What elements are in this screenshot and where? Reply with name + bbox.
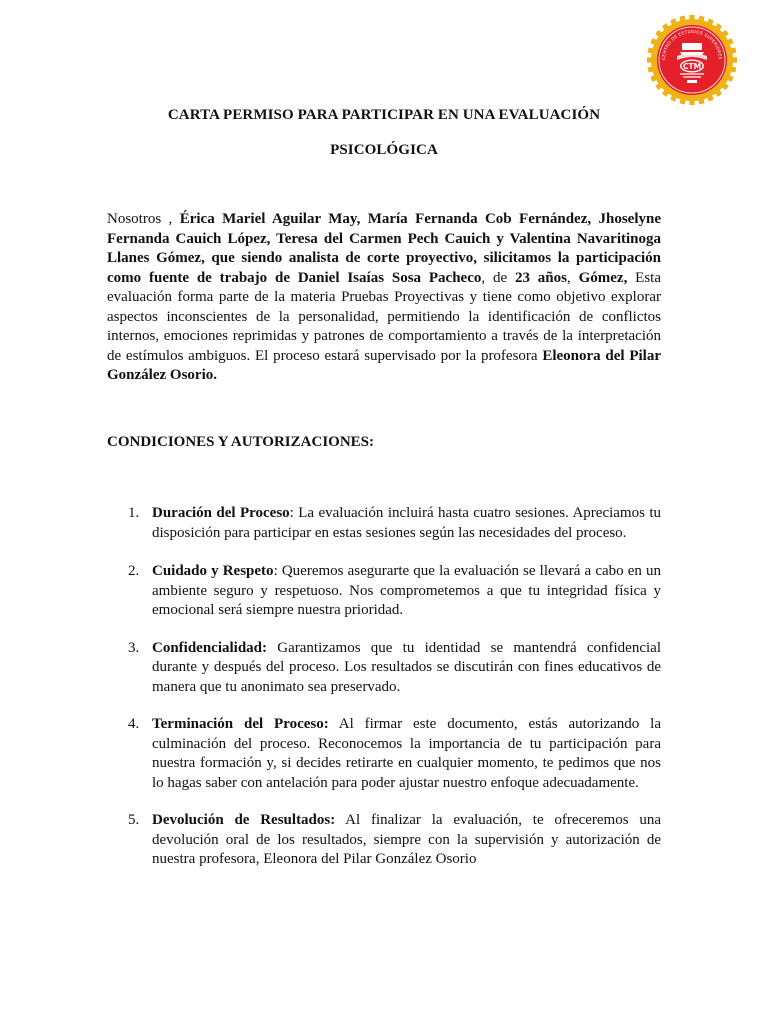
list-item-number: 1. [128,505,140,521]
list-item-number: 2. [128,563,140,579]
ctm-seal-logo-icon [647,14,737,106]
intro-surname: Gómez, [578,269,628,286]
list-item-term: Confidencialidad: [152,639,268,656]
section-heading: CONDICIONES Y AUTORIZACIONES: [107,434,374,450]
intro-text: , de [481,269,515,286]
list-item [128,715,661,793]
logo-abbreviation: CTM [682,62,702,71]
intro-paragraph [107,210,661,386]
intro-text: Nosotros , [107,211,180,227]
intro-participants: Érica Mariel Aguilar May, María Fernanda Cob Fernández, Jhoselyne Fernanda Cauich López, Teresa del Carmen Pech Cauich y Valentina Navaritinoga Llanes Gómez, que siendo analista de corte proyectivo, silicitamos la participación como fuente de trabajo de Daniel Isaías Sosa Pacheco [107,211,661,286]
list-item [128,639,661,698]
list-item-text: : La evaluación incluirá hasta cuatro sesiones. Apreciamos tu disposición para participar en estas sesiones según las necesidades del proceso. [152,505,661,541]
list-item-number: 4. [128,716,140,732]
list-item-term: Terminación del Proceso: [152,716,329,732]
list-item-term: Cuidado y Respeto [152,563,274,579]
list-item-term: Duración del Proceso [152,505,290,521]
list-item-text: Al finalizar la evaluación, te ofreceremos una devolución oral de los resultados, siempre con la supervisión y autorización de nuestra profesora, Eleonora del Pilar González Osorio [152,812,661,867]
intro-professor: Eleonora del Pilar González Osorio. [107,347,662,383]
intro-age: 23 años [514,269,567,286]
list-item-text: Al firmar este documento, estás autorizando la culminación del proceso. Reconocemos la importancia de tu participación para nuestra formación y, si decides retirarte en cualquier momento, te pedimos que nos lo hagas saber con antelación para poder ajustar nuestro enfoque adecuadamente. [152,716,661,791]
list-item-number: 3. [128,639,140,656]
list-item-text: : Queremos asegurarte que la evaluación se llevará a cabo en un ambiente seguro y respetuoso. Nos comprometemos a que tu integridad física y emocional será siempre nuestra prioridad. [152,563,661,618]
logo-ring-text: CENTRO DE ESTUDIOS SUPERIORES [660,28,724,61]
list-item [128,504,661,543]
list-item-text: Garantizamos que tu identidad se mantendrá confidencial durante y después del proceso. Los resultados se discutirán con fines educativos de manera que tu anonimato sea preservado. [152,639,661,695]
list-item [128,811,661,870]
list-item-term: Devolución de Resultados: [152,812,336,828]
conditions-list [128,504,661,870]
intro-text: Esta evaluación forma parte de la materia Pruebas Proyectivas y tiene como objetivo explorar aspectos inconscientes de la personalidad, permitiendo la identificación de conflictos internos, emociones reprimidas y patrones de comportamiento a través de la interpretación de estímulos ambiguos. El proceso estará supervisado por la profesora [107,269,661,364]
list-item [128,562,661,621]
document-title-line-1: CARTA PERMISO PARA PARTICIPAR EN UNA EVALUACIÓN [167,107,601,123]
intro-text: , [567,269,579,286]
list-item-number: 5. [128,812,140,828]
document-title-line-2: PSICOLÓGICA [330,142,438,158]
